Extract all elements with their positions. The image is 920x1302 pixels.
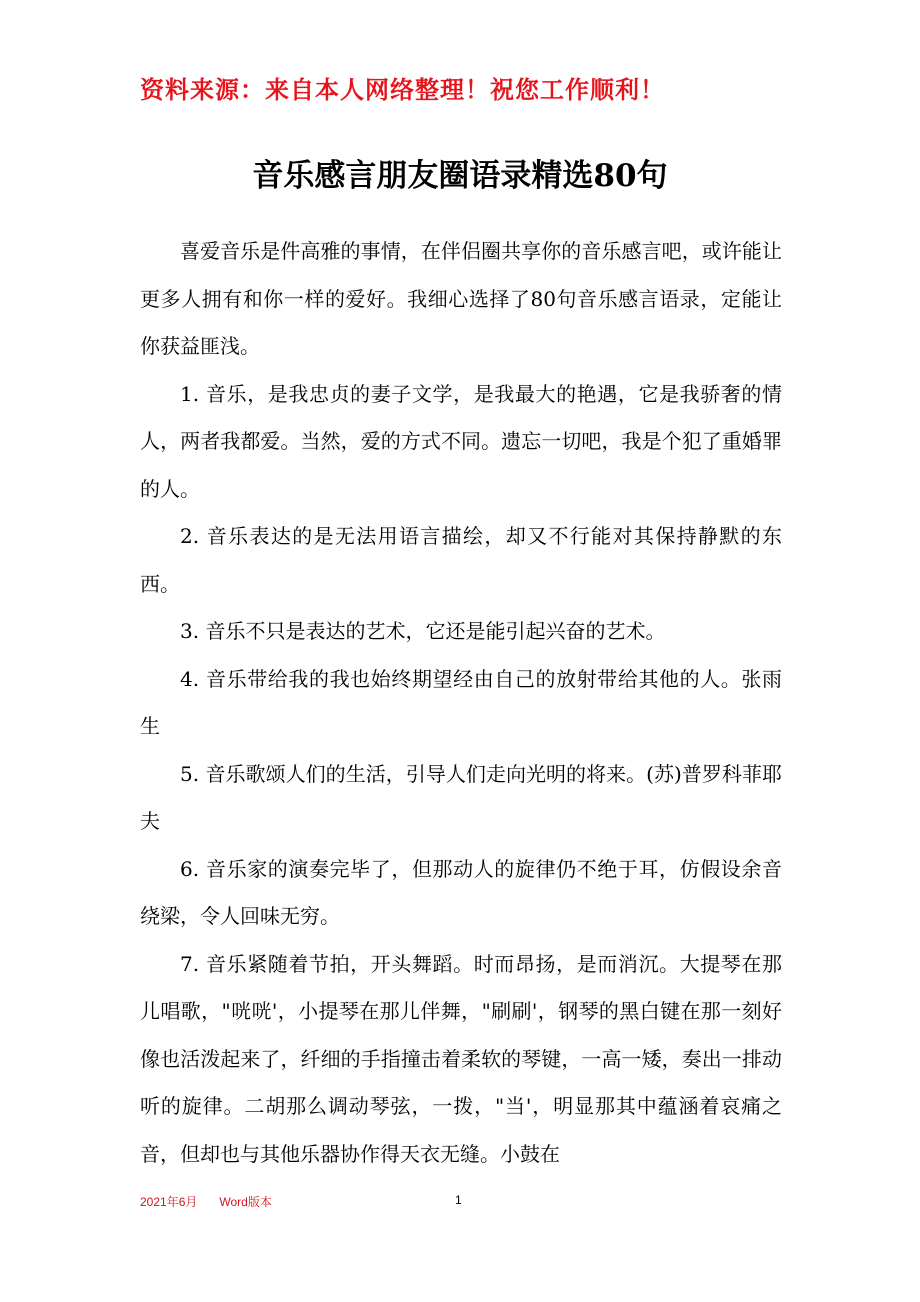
- intro-paragraph: 喜爱音乐是件高雅的事情，在伴侣圈共享你的音乐感言吧，或许能让更多人拥有和你一样的爱好。我细心选择了80句音乐感言语录，定能让你获益匪浅。: [140, 239, 782, 358]
- footer-date: 2021年6月: [140, 1195, 198, 1209]
- quote-paragraph-1: 1. 音乐，是我忠贞的妻子文学，是我最大的艳遇，它是我骄奢的情人，两者我都爱。当然，爱的方式不同。遗忘一切吧，我是个犯了重婚罪的人。: [140, 381, 782, 501]
- quote-paragraph-7: 7. 音乐紧随着节拍，开头舞蹈。时而昂扬，是而消沉。大提琴在那儿唱歌，"咣咣'，小提琴在那儿伴舞，"刷刷'，钢琴的黑白键在那一刻好像也活泼起来了，纤细的手指撞击着柔软的琴键，一高一矮，奏出一排动听的旋律。二胡那么调动琴弦，一拨，"当'，明显那其中蕴涵着哀痛之音，但却也与其他乐器协作得天衣无缝。小鼓在: [140, 951, 782, 1166]
- quote-paragraph-5: 5. 音乐歌颂人们的生活，引导人们走向光明的将来。(苏)普罗科菲耶夫: [140, 761, 782, 833]
- source-note-banner: 资料来源：来自本人网络整理！祝您工作顺利！: [140, 75, 665, 104]
- footer-version: Word版本: [219, 1195, 272, 1209]
- quote-paragraph-4: 4. 音乐带给我的我也始终期望经由自己的放射带给其他的人。张雨生: [140, 666, 782, 738]
- document-body: [140, 228, 782, 1178]
- quote-paragraph-3: 3. 音乐不只是表达的艺术，它还是能引起兴奋的艺术。: [180, 619, 666, 643]
- footer-info: [140, 1193, 272, 1210]
- quote-paragraph-6: 6. 音乐家的演奏完毕了，但那动人的旋律仍不绝于耳，仿假设余音绕梁，令人回味无穷。: [140, 856, 782, 928]
- page-number: 1: [455, 1193, 462, 1207]
- document-title: 音乐感言朋友圈语录精选80句: [252, 158, 668, 194]
- quote-paragraph-2: 2. 音乐表达的是无法用语言描绘，却又不行能对其保持静默的东西。: [140, 524, 782, 596]
